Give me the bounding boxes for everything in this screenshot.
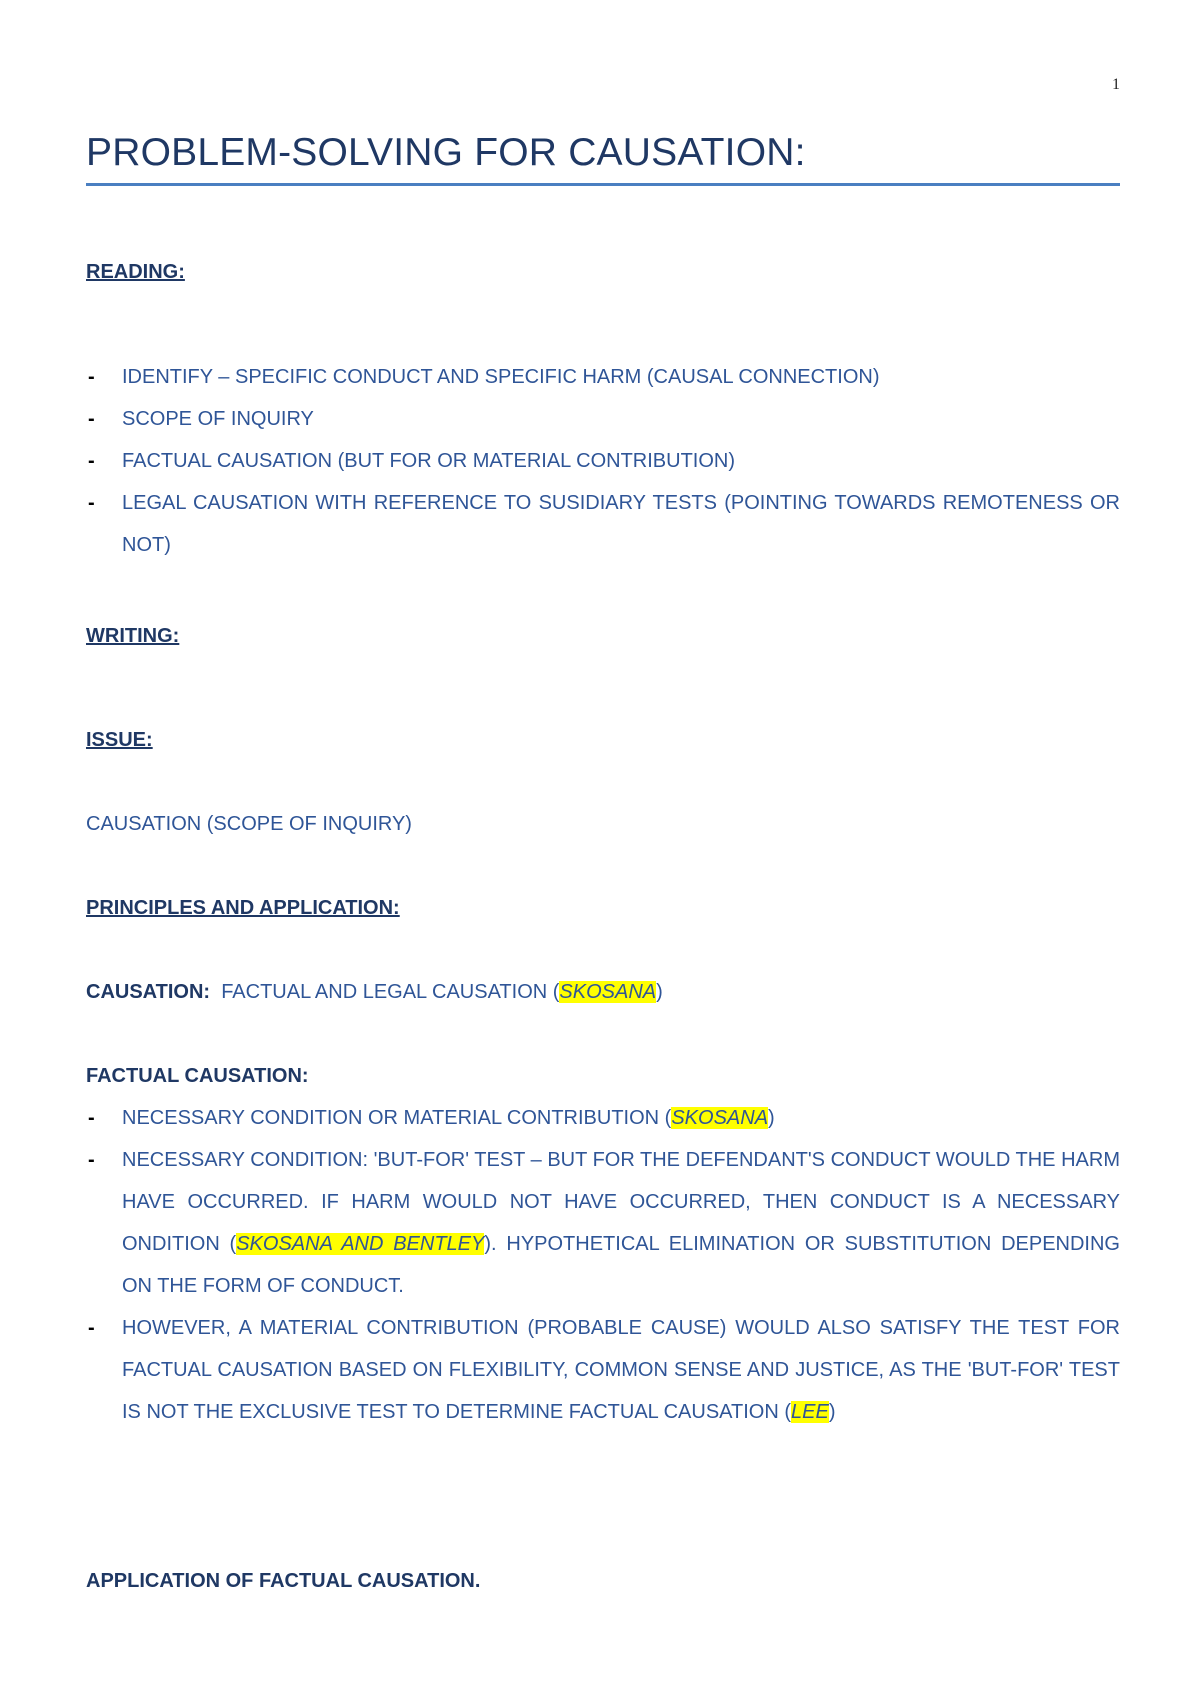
factual-item-text: HOWEVER, A MATERIAL CONTRIBUTION (PROBABLE CAUSE) WOULD ALSO SATISFY THE TEST FOR FACTUAL CAUSATION BASED ON FLEXIBILITY, COMMON SENSE AND JUSTICE, AS THE 'BUT-FOR' TEST IS NOT THE EXCLUSIVE TEST TO DETERMINE FACTUAL CAUSATION (: [122, 1317, 1120, 1423]
dash-bullet: -: [88, 450, 95, 472]
dash-bullet: -: [88, 1107, 95, 1129]
reading-list: [86, 356, 1120, 566]
list-item: [86, 1307, 1120, 1433]
case-highlight: SKOSANA AND BENTLEY: [236, 1233, 485, 1255]
writing-heading: WRITING:: [86, 625, 180, 647]
list-item: [86, 482, 1120, 566]
principles-heading: PRINCIPLES AND APPLICATION:: [86, 897, 400, 919]
dash-bullet: -: [88, 1317, 95, 1339]
dash-bullet: -: [88, 492, 95, 514]
application-heading: APPLICATION OF FACTUAL CAUSATION.: [86, 1570, 481, 1592]
dash-bullet: -: [88, 366, 95, 388]
dash-bullet: -: [88, 1149, 95, 1171]
factual-item-close: ). HYPOTHETICAL ELIMINATION OR SUBSTITUTION DEPENDING ON THE FORM OF CONDUCT.: [122, 1233, 1120, 1297]
list-item: [86, 398, 1120, 440]
causation-text: FACTUAL AND LEGAL CAUSATION (: [221, 981, 560, 1003]
causation-label: CAUSATION:: [86, 981, 211, 1003]
case-highlight: SKOSANA: [559, 981, 657, 1003]
causation-line: [86, 971, 663, 1013]
list-item: [86, 1097, 1120, 1139]
factual-causation-list: [86, 1097, 1120, 1433]
factual-item-close: ): [768, 1107, 775, 1129]
case-highlight: LEE: [791, 1401, 829, 1423]
reading-item-text: FACTUAL CAUSATION (BUT FOR OR MATERIAL CONTRIBUTION): [122, 450, 735, 472]
factual-causation-heading: FACTUAL CAUSATION:: [86, 1065, 309, 1087]
factual-item-text: NECESSARY CONDITION OR MATERIAL CONTRIBUTION (: [122, 1107, 672, 1129]
list-item: [86, 440, 1120, 482]
case-highlight: SKOSANA: [671, 1107, 769, 1129]
reading-heading: READING:: [86, 261, 185, 283]
reading-item-text: LEGAL CAUSATION WITH REFERENCE TO SUSIDIARY TESTS (POINTING TOWARDS REMOTENESS OR NOT): [122, 492, 1120, 556]
list-item: [86, 1139, 1120, 1307]
document-title: PROBLEM-SOLVING FOR CAUSATION:: [86, 131, 806, 174]
issue-heading: ISSUE:: [86, 729, 153, 751]
dash-bullet: -: [88, 408, 95, 430]
factual-item-close: ): [828, 1401, 836, 1423]
list-item: [86, 356, 1120, 398]
causation-close: ): [656, 981, 663, 1003]
issue-text: CAUSATION (SCOPE OF INQUIRY): [86, 813, 412, 835]
page-number: 1: [1112, 76, 1120, 93]
reading-item-text: IDENTIFY – SPECIFIC CONDUCT AND SPECIFIC HARM (CAUSAL CONNECTION): [122, 366, 880, 388]
title-underline-rule: [86, 183, 1120, 186]
reading-item-text: SCOPE OF INQUIRY: [122, 408, 314, 430]
factual-item-text: NECESSARY CONDITION: 'BUT-FOR' TEST – BUT FOR THE DEFENDANT'S CONDUCT WOULD THE HARM HAVE OCCURRED. IF HARM WOULD NOT HAVE OCCURRED, THEN CONDUCT IS A NECESSARY ONDITION (: [122, 1149, 1120, 1255]
